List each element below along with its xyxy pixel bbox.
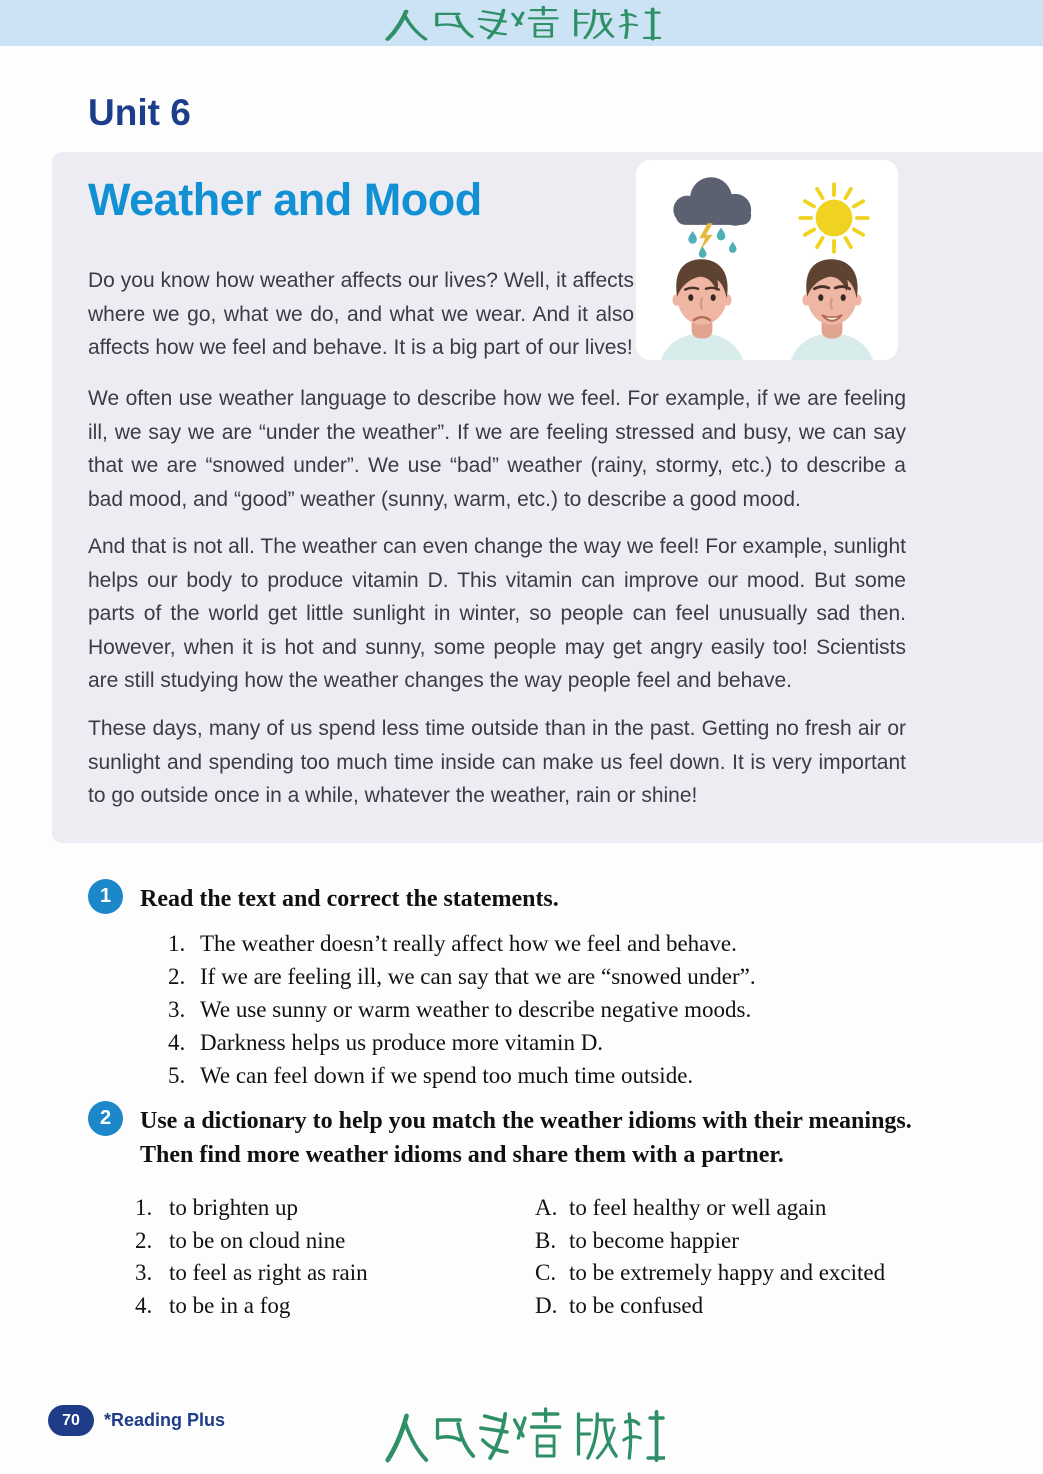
item-number: 2.: [135, 1227, 153, 1253]
item-letter: C.: [535, 1260, 557, 1285]
top-banner: [0, 0, 1043, 46]
passage-title: Weather and Mood: [88, 174, 482, 225]
page-number-badge: 70: [48, 1405, 94, 1436]
item-text: to be extremely happy and excited: [569, 1260, 886, 1285]
item-text: to brighten up: [169, 1195, 299, 1220]
item-letter: A.: [535, 1195, 558, 1220]
item-text: to be on cloud nine: [169, 1227, 346, 1253]
item-number: 2.: [168, 964, 186, 989]
item-text: If we are feeling ill, we can say that we are “snowed under”.: [200, 964, 756, 989]
item-text: Darkness helps us produce more vitamin D.: [200, 1030, 604, 1055]
meaning-item: [535, 1225, 885, 1258]
weather-mood-illustration: [636, 160, 898, 360]
idiom-item: [135, 1257, 535, 1290]
item-text: to be confused: [569, 1292, 704, 1318]
publisher-logo-icon: [383, 1406, 665, 1471]
statement-item: [168, 1059, 756, 1092]
exercise-1-statements: [168, 927, 756, 1092]
item-number: 3.: [135, 1260, 153, 1285]
exercise-2-instruction: [140, 1104, 940, 1172]
item-text: to be in a fog: [169, 1292, 291, 1318]
passage-paragraph: Do you know how weather affects our lives? Well, it affects where we go, what we do, and what we wear. And it also affects how we feel and behave. It is a big part of our lives!: [88, 269, 634, 359]
passage-paragraph: These days, many of us spend less time outside than in the past. Getting no fresh air or sunlight and spending too much time inside can make us feel down. It is very important to go outside once in a while, whatever the weather, rain or shine!: [88, 717, 906, 807]
item-text: to feel healthy or well again: [569, 1195, 827, 1220]
statement-item: [168, 1026, 756, 1059]
exercise-1-badge: 1: [88, 879, 123, 914]
item-letter: D.: [535, 1292, 558, 1318]
item-number: 4.: [168, 1030, 186, 1055]
idioms-column: [135, 1192, 535, 1322]
meaning-item: [535, 1257, 885, 1290]
idiom-item: [135, 1225, 535, 1258]
passage-paragraph: We often use weather language to describe how we feel. For example, if we are feeling ill, we say we are “under the weather”. If we are feeling stressed and busy, we can say that we are “snowed under”. We use “bad” weather (rainy, stormy, etc.) to describe a bad mood, and “good” weather (sunny, warm, etc.) to describe a good mood.: [88, 387, 906, 511]
exercise-1-instruction: Read the text and correct the statements.: [140, 886, 559, 912]
unit-title: Unit 6: [88, 92, 191, 133]
item-number: 5.: [168, 1063, 186, 1088]
item-text: We can feel down if we spend too much time outside.: [200, 1063, 694, 1088]
statement-item: [168, 927, 756, 960]
item-text: The weather doesn’t really affect how we feel and behave.: [200, 931, 737, 956]
idiom-item: [135, 1192, 535, 1225]
rain-cloud-icon: [650, 168, 772, 260]
idiom-matching-list: [135, 1192, 885, 1322]
reading-passage-box: [52, 152, 1043, 843]
statement-item: [168, 960, 756, 993]
item-text: We use sunny or warm weather to describe negative moods.: [200, 997, 752, 1022]
statement-item: [168, 993, 756, 1026]
sun-icon: [788, 172, 880, 264]
meanings-column: [535, 1192, 885, 1322]
item-text: to feel as right as rain: [169, 1260, 368, 1285]
item-letter: B.: [535, 1227, 557, 1253]
exercise-2-badge: 2: [88, 1101, 123, 1136]
idiom-item: [135, 1290, 535, 1323]
passage-paragraph: And that is not all. The weather can even change the way we feel! For example, sunlight helps our body to produce vitamin D. This vitamin can improve our mood. But some parts of the world get little sunlight in winter, so people can feel unusually sad then. However, when it is hot and sunny, some people may get angry easily too! Scientists are still studying how the weather changes the way people feel and behave.: [88, 535, 906, 692]
instruction-line: Then find more weather idioms and share them with a partner.: [140, 1142, 784, 1168]
meaning-item: [535, 1192, 885, 1225]
publisher-logo-icon: [383, 5, 661, 48]
instruction-line: Use a dictionary to help you match the weather idioms with their meanings.: [140, 1108, 912, 1134]
item-number: 4.: [135, 1292, 153, 1318]
item-text: to become happier: [569, 1227, 739, 1253]
happy-face-icon: [774, 252, 890, 360]
item-number: 1.: [168, 931, 186, 956]
item-number: 3.: [168, 997, 186, 1022]
meaning-item: [535, 1290, 885, 1323]
item-number: 1.: [135, 1195, 153, 1220]
footer-section-label: *Reading Plus: [104, 1410, 226, 1430]
sad-face-icon: [644, 252, 760, 360]
